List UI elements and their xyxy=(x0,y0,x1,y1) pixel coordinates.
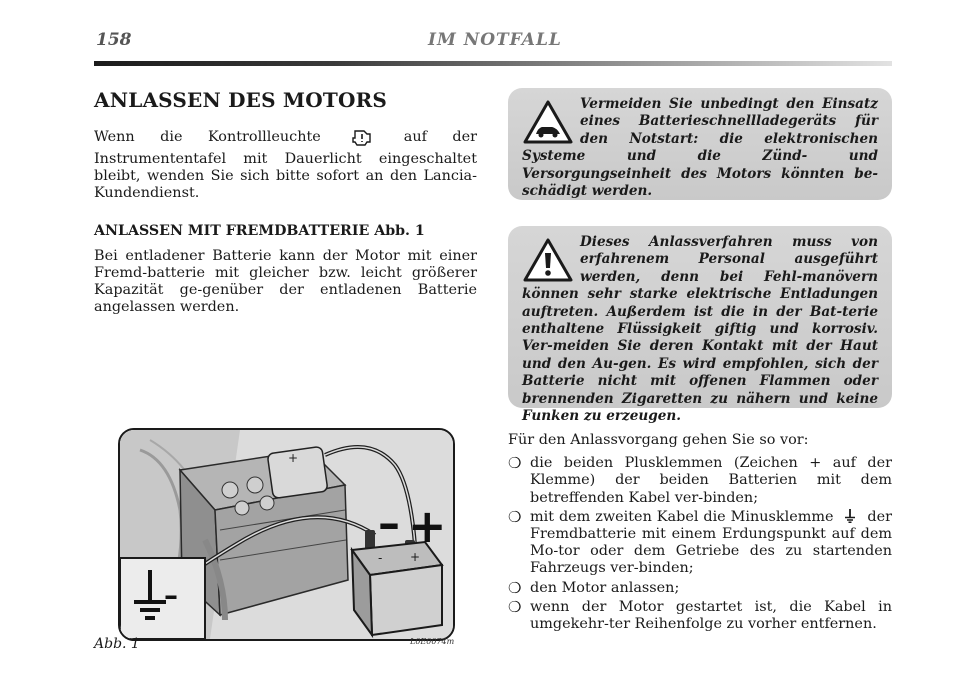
running-head: IM NOTFALL xyxy=(428,30,562,50)
booster-battery xyxy=(352,542,442,635)
subheading: ANLASSEN MIT FREMDBATTERIE Abb. 1 xyxy=(94,222,425,239)
minus-sign-label: – xyxy=(378,498,400,549)
jump-start-illustration xyxy=(120,430,453,639)
warning-box-danger xyxy=(508,226,892,425)
left-column xyxy=(94,88,477,316)
list-item xyxy=(508,455,892,507)
intro-text-end: auf der Instrumententafel mit Dauerlicht eingeschaltet bleibt, wenden Sie sich bitte sofort an den Lancia-Kundendienst. xyxy=(94,129,478,202)
danger-triangle-icon xyxy=(522,236,574,284)
section-title: ANLASSEN DES MOTORS xyxy=(94,88,388,112)
step-text-2-start: mit dem zweiten Kabel die Minusklemme xyxy=(530,508,834,525)
plus-sign-label: + xyxy=(408,499,447,553)
step-text-4: wenn der Motor gestartet ist, die Kabel in umgekehr-ter Reihenfolge zu vorher entfernen. xyxy=(530,598,892,633)
warning-box-fast-charger xyxy=(508,88,892,200)
car-caution-icon xyxy=(522,98,574,146)
figure-code: L0E0074m xyxy=(410,637,455,646)
svg-text:-: - xyxy=(378,551,383,565)
svg-text:+: + xyxy=(288,451,299,465)
ground-symbol xyxy=(120,558,205,639)
engine-warning-icon xyxy=(348,123,376,151)
warning-text-2: Dieses Anlassverfahren muss von erfahrenem Personal ausgeführt werden, denn bei Fehl-manövern können sehr starke elektrische Entladungen auftreten. Außerdem ist die in der Bat-terie enthaltene Flüssigkeit giftig und korrosiv. Ver-meiden Sie deren Kontakt mit der Haut und den Au-gen. Es wird empfohlen, sich der Batterie nicht mit offenen Flammen oder brennenden Zigaretten zu nähern und keine Funken zu erzeugen. xyxy=(522,234,878,425)
header-rule xyxy=(94,61,892,66)
procedure-steps xyxy=(508,455,892,633)
warning-text-1: Vermeiden Sie unbedingt den Einsatz eines Batterieschnellladegeräts für den Notstart: die elektronischen Systeme und die Zünd- und Versorgungseinheit des Motors könnten be-schädigt werden. xyxy=(522,96,878,200)
bullet-icon: ❍ xyxy=(508,507,522,526)
step-text-2-end: der Fremdbatterie mit einem Erdungspunkt auf dem Mo-tor oder dem Getriebe des zu startenden Fahrzeugs ver-binden; xyxy=(530,508,893,577)
figure-jump-start xyxy=(118,428,455,641)
bullet-icon: ❍ xyxy=(508,597,522,616)
intro-paragraph xyxy=(94,123,477,203)
step-text-3: den Motor anlassen; xyxy=(530,579,680,596)
svg-text:+: + xyxy=(410,550,421,564)
step-text-1: die beiden Plusklemmen (Zeichen + auf der Klemme) der beiden Batterien mit dem betreffenden Kabel ver-binden; xyxy=(530,455,892,506)
ground-icon xyxy=(844,509,856,523)
subheading-paragraph: Bei entladener Batterie kann der Motor mit einer Fremd-batterie mit gleicher bzw. leicht größerer Kapazität ge-genüber der entladenen Batterie angelassen werden. xyxy=(94,247,477,316)
figure-label: Abb. 1 xyxy=(94,636,140,652)
list-item xyxy=(508,580,892,597)
bullet-icon: ❍ xyxy=(508,454,522,473)
page-number: 158 xyxy=(96,30,132,50)
list-item xyxy=(508,599,892,633)
procedure-intro: Für den Anlassvorgang gehen Sie so vor: xyxy=(508,432,809,448)
ground-minus-label: – xyxy=(164,579,178,612)
intro-text-start: Wenn die Kontrollleuchte xyxy=(94,129,321,145)
list-item xyxy=(508,509,892,578)
bullet-icon: ❍ xyxy=(508,578,522,597)
right-column xyxy=(508,432,892,635)
